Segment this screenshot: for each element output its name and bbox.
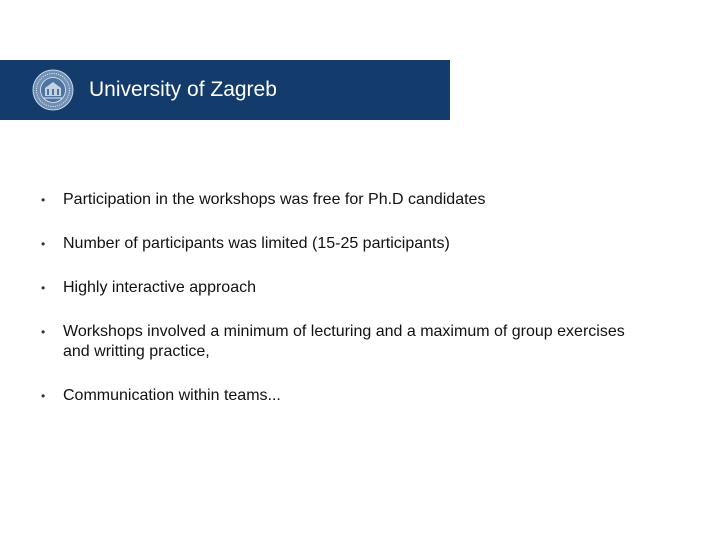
bullet-item: [40, 190, 640, 210]
bullet-marker: •: [41, 193, 46, 207]
bullet-item: [40, 234, 640, 254]
bullet-text: Number of participants was limited (15-25 participants): [63, 235, 450, 252]
bullet-item: [40, 278, 640, 298]
bullet-text: Workshops involved a minimum of lecturing and a maximum of group exercises and writting practice,: [63, 323, 625, 360]
bullet-marker: •: [41, 325, 46, 339]
bullet-text: Highly interactive approach: [63, 279, 256, 296]
bullet-marker: •: [41, 281, 46, 295]
bullet-text: Communication within teams...: [63, 387, 281, 404]
university-title: University of Zagreb: [89, 78, 277, 101]
bullet-text: Participation in the workshops was free for Ph.D candidates: [63, 191, 486, 208]
bullet-marker: •: [41, 389, 46, 403]
header-banner: [0, 60, 450, 120]
bullet-marker: •: [41, 237, 46, 251]
bullet-list: [40, 190, 640, 430]
bullet-item: [40, 386, 640, 406]
bullet-item: [40, 322, 640, 362]
university-seal-icon: [32, 69, 74, 111]
